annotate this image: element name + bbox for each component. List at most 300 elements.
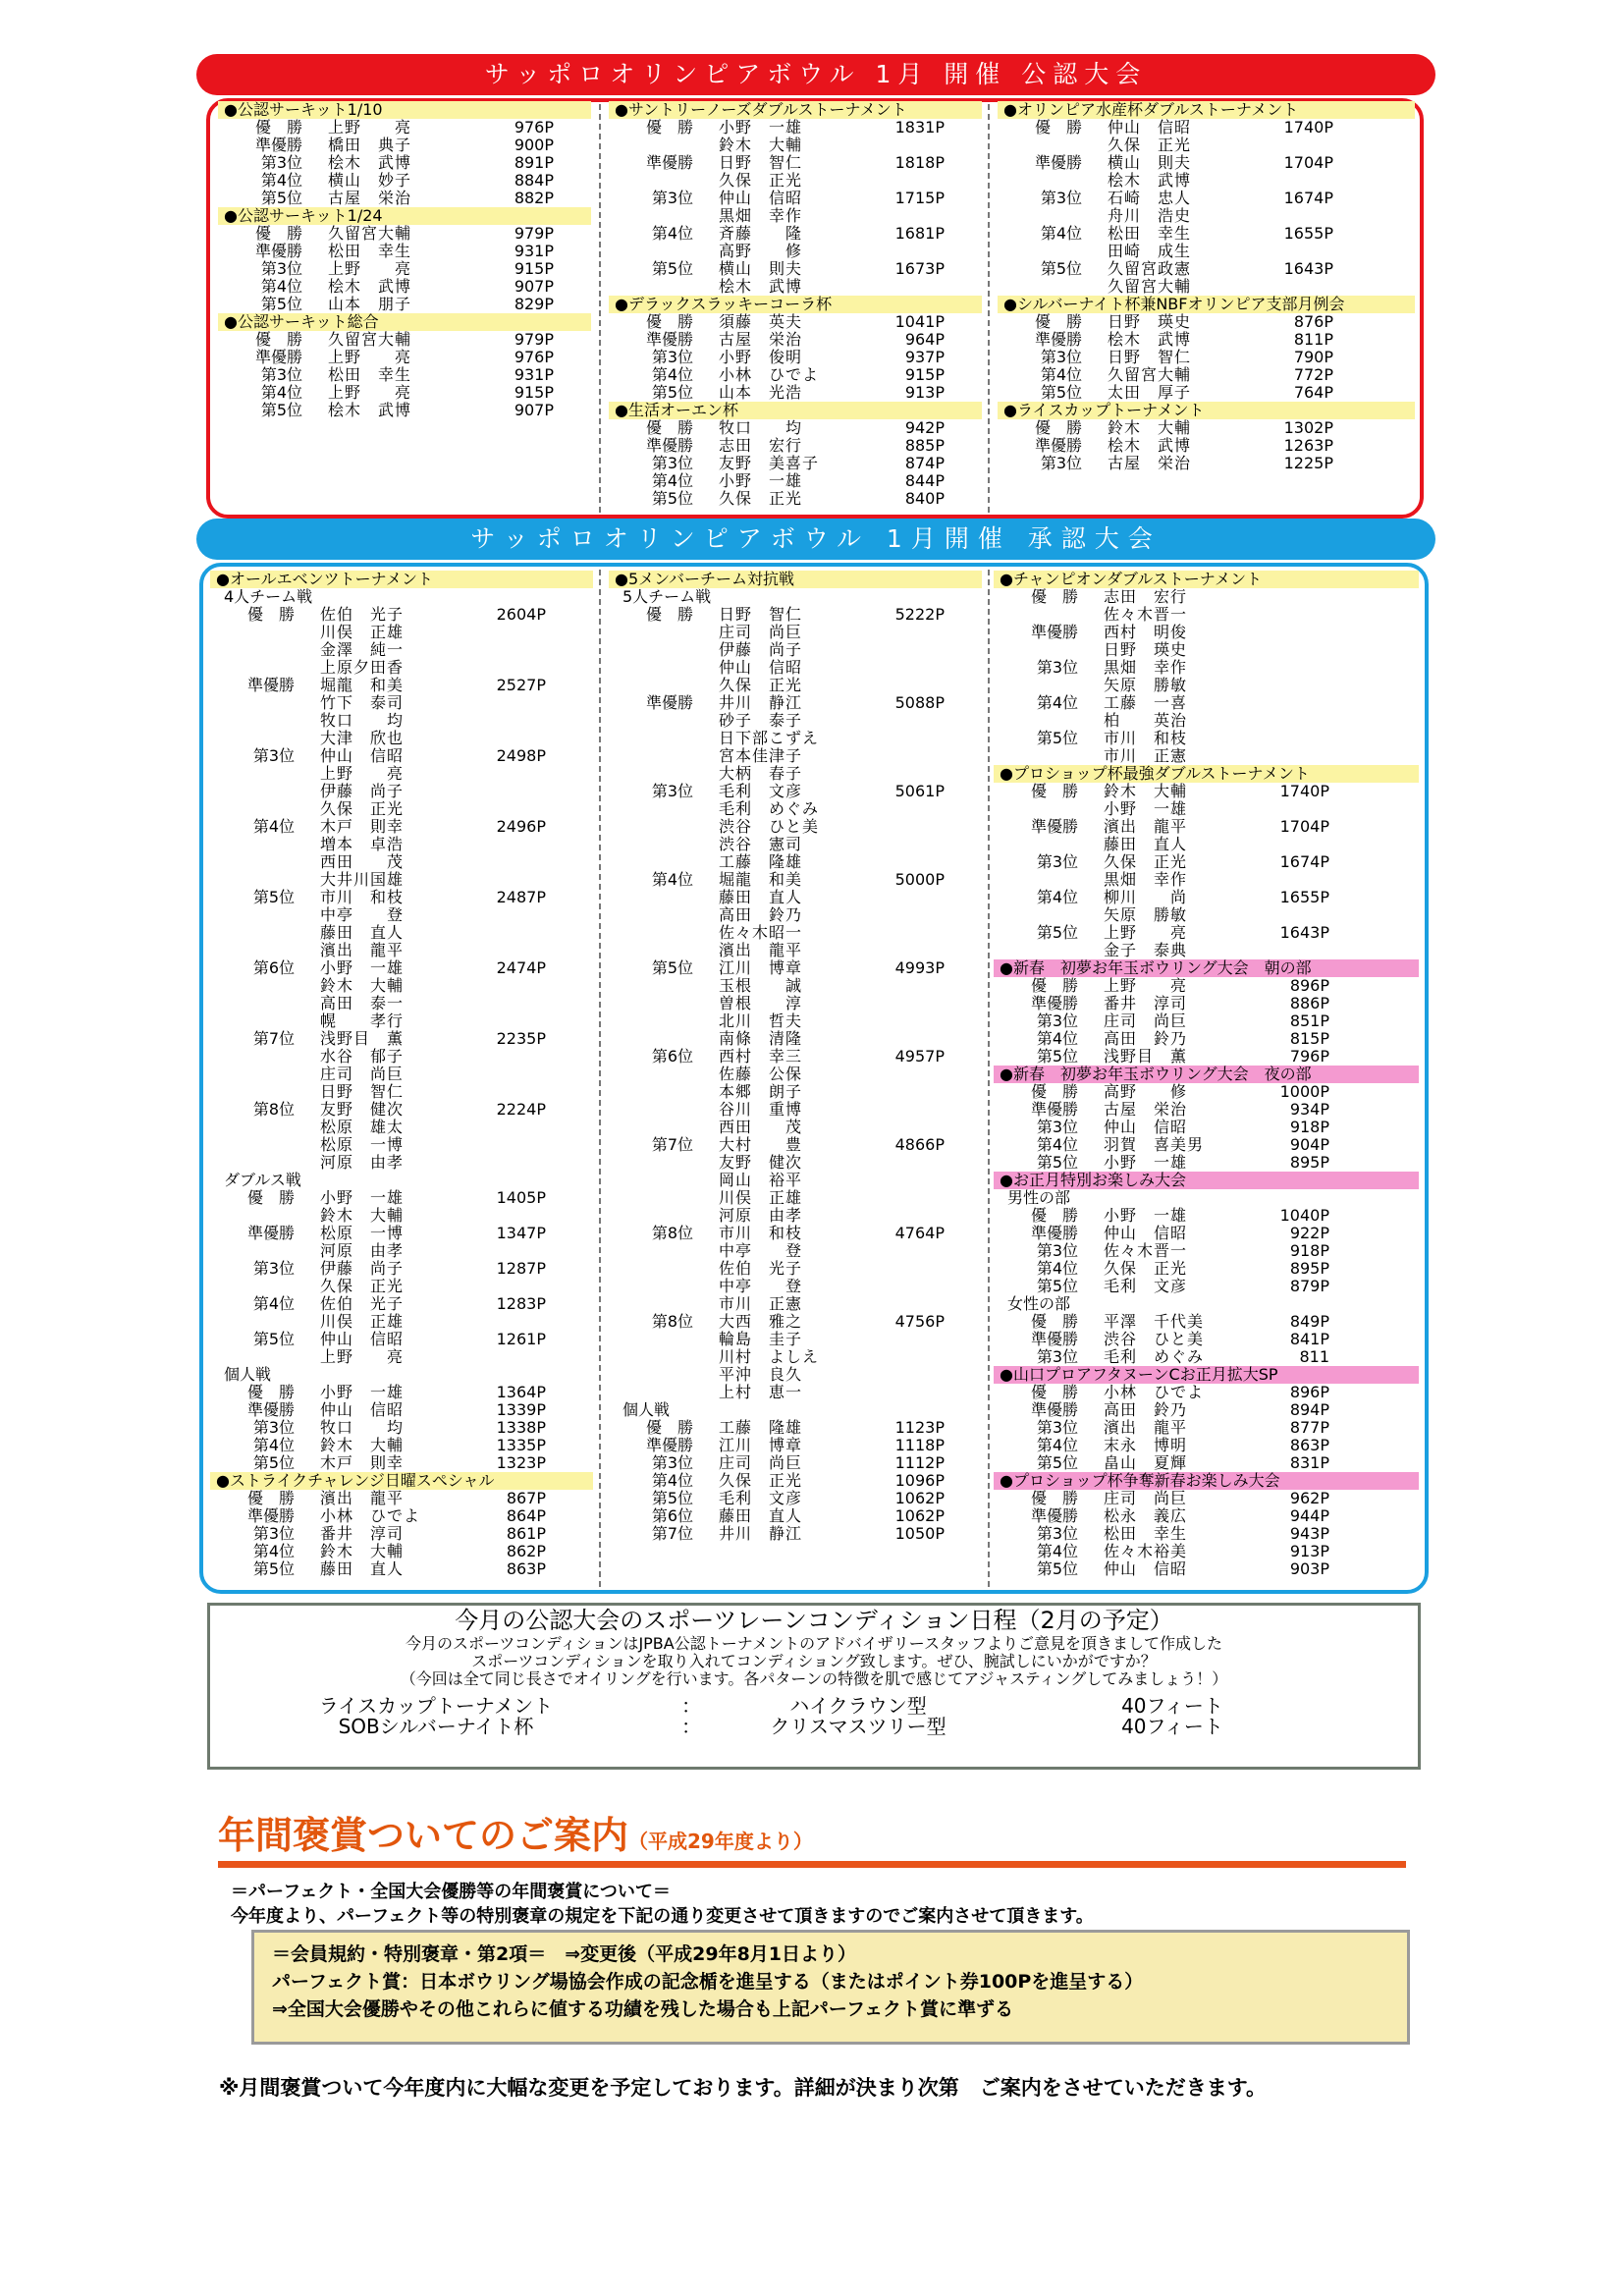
result-rank [210,783,320,800]
result-score [467,1278,546,1295]
result-score: 934P [1289,1100,1329,1119]
result-name: 市川 和枝 [320,888,405,906]
result-name: 久留宮大輔 [1108,365,1192,384]
result-name: 仲山 信昭 [1104,1118,1188,1136]
result-rank [609,712,719,730]
result-name: 仲山 信昭 [320,746,405,765]
result-rank: 準優勝 [246,1400,295,1419]
result-row [609,677,982,694]
result-rank [609,1260,719,1278]
result-name: 木戸 則幸 [320,1453,405,1472]
result-rank: 第8位 [651,1312,693,1331]
result-name: 桧木 武博 [719,277,803,296]
result-name: 日野 智仁 [320,1082,405,1101]
result-score: 931P [514,242,554,260]
result-rank: 準優勝 [1030,1506,1078,1525]
result-name: 毛利 文彦 [1104,1277,1188,1295]
result-name: 横山 則夫 [719,259,803,278]
result-score: 964P [904,330,945,349]
result-name: 久留宮大輔 [328,330,412,349]
result-score: 863P [506,1559,546,1578]
result-score: 4993P [894,958,945,977]
result-score [866,818,945,836]
result-name: 濱出 龍平 [1104,1418,1188,1437]
result-row [994,1260,1419,1278]
result-row [994,800,1419,818]
tournament-title: ●お正月特別お楽しみ大会 [994,1172,1419,1189]
result-score: 849P [1289,1312,1329,1331]
result-name: 桧木 武博 [1108,330,1192,349]
result-score: 904P [1289,1135,1329,1154]
result-rank [210,906,320,924]
result-score: 882P [514,189,554,207]
result-row [210,1313,593,1331]
result-name: 番井 淳司 [320,1524,405,1543]
result-row [609,260,982,278]
result-row [609,853,982,871]
result-score [866,1331,945,1348]
result-rank [210,1242,320,1260]
result-score [866,659,945,677]
result-score [866,1189,945,1207]
result-row [210,783,593,800]
result-score: 1831P [894,118,945,137]
result-name: 浅野目 薫 [1104,1047,1188,1066]
result-score: 976P [514,348,554,366]
result-row [609,384,982,402]
result-score [866,1066,945,1083]
result-row [998,349,1415,366]
result-name: 上野 亮 [320,1347,405,1366]
result-rank: 第4位 [1036,1436,1078,1454]
condition-event: SOBシルバーナイト杯 [338,1715,534,1738]
result-row [609,1101,982,1119]
result-score: 1347P [496,1224,546,1242]
result-name: 仲山 信昭 [1108,118,1192,137]
result-rank: 第5位 [260,295,302,313]
award-intro: 今年度より、パーフェクト等の特別褒章の規定を下記の通り変更させて頂きますのでご案内させて頂きます。 [231,1906,1094,1927]
result-name: 小野 一雄 [1104,1206,1188,1225]
result-name: 大村 豊 [719,1135,803,1154]
result-rank [609,1207,719,1225]
result-rank: 第4位 [252,1436,295,1454]
result-score: 841P [1289,1330,1329,1348]
result-name: 藤田 直人 [320,923,405,942]
result-score: 915P [514,383,554,402]
result-score: 896P [1289,1383,1329,1401]
result-score: 979P [514,224,554,243]
result-row [210,1384,593,1401]
result-score [467,765,546,783]
result-score: 840P [904,489,945,508]
result-row [210,624,593,641]
result-row [994,1490,1419,1507]
award-divider [218,1861,1406,1868]
result-rank: 第4位 [260,277,302,296]
approved-col-2 [609,571,982,1543]
result-row [998,260,1415,278]
result-score: 907P [514,401,554,419]
result-rank: 優 勝 [645,418,693,437]
result-rank: 第7位 [651,1524,693,1543]
result-score [1251,659,1329,677]
result-score [467,924,546,942]
tournament-title: ●プロショップ杯争奪新春お楽しみ大会 [994,1472,1419,1490]
result-row [218,119,591,137]
result-name: 古屋 栄治 [1104,1100,1188,1119]
result-score [866,1260,945,1278]
result-score: 1000P [1279,1082,1329,1101]
result-row [998,419,1415,437]
result-score: 1643P [1283,259,1333,278]
result-row [994,1384,1419,1401]
result-rank: 第5位 [1036,1047,1078,1066]
result-row [998,137,1415,154]
result-score [1251,800,1329,818]
result-score [866,1278,945,1295]
result-row [609,906,982,924]
result-score [866,836,945,853]
result-rank: 準優勝 [254,136,302,154]
result-row [210,942,593,959]
result-score [866,747,945,765]
result-row [994,1313,1419,1331]
result-name: 久保 正光 [719,171,803,190]
result-score: 944P [1289,1506,1329,1525]
result-row [994,1454,1419,1472]
result-name: 渋谷 ひと美 [1104,1330,1205,1348]
result-rank: 準優勝 [1034,153,1082,172]
result-row [609,765,982,783]
result-rank: 第3位 [252,1259,295,1278]
result-rank [210,730,320,747]
result-rank: 第3位 [260,153,302,172]
result-name: 浅野目 薫 [320,1029,405,1048]
result-rank [609,1012,719,1030]
result-row [994,1419,1419,1437]
result-name: 高田 鈴乃 [1104,1400,1188,1419]
result-name: 久保 正光 [1104,852,1188,871]
condition-event: ライスカップトーナメント [318,1694,554,1718]
result-row [218,172,591,190]
result-name: 古屋 栄治 [1108,454,1192,472]
result-rank [210,694,320,712]
result-score [467,1207,546,1225]
result-row [994,641,1419,659]
result-rank: 優 勝 [246,605,295,624]
result-row [609,1295,982,1313]
result-name: 久保 正光 [320,1277,405,1295]
result-score [467,942,546,959]
result-name: 日野 智仁 [719,153,803,172]
result-score: 1740P [1279,782,1329,800]
result-name: 斉藤 隆 [719,224,803,243]
column-divider [599,104,601,513]
result-name: 市川 正憲 [719,1294,803,1313]
result-name: 西田 茂 [719,1118,803,1136]
result-row [218,384,591,402]
result-row [609,1454,982,1472]
result-score [866,765,945,783]
result-name: 鈴木 大輔 [320,1542,405,1560]
result-rank: 優 勝 [1030,1489,1078,1507]
result-row [218,137,591,154]
result-rank: 第4位 [1036,1135,1078,1154]
result-name: 佐々木昭一 [719,923,803,942]
result-name: 上野 亮 [320,764,405,783]
result-row [218,225,591,243]
result-rank: 第6位 [651,1506,693,1525]
result-rank [994,677,1104,694]
result-rank [210,1119,320,1136]
result-row [994,889,1419,906]
result-score: 844P [904,471,945,490]
result-rank: 優 勝 [254,118,302,137]
result-score [1251,624,1329,641]
result-score [1251,942,1329,959]
result-name: 上野 亮 [328,118,412,137]
result-name: 桧木 武博 [1108,436,1192,455]
result-name: 毛利 文彦 [719,782,803,800]
result-row [994,1154,1419,1172]
result-rank: 準優勝 [1030,1400,1078,1419]
result-rank: 優 勝 [645,312,693,331]
result-name: 中亭 登 [719,1241,803,1260]
result-score: 876P [1293,312,1333,331]
result-row [210,889,593,906]
result-score: 829P [514,295,554,313]
result-row [210,1012,593,1030]
result-rank: 準優勝 [246,676,295,694]
result-name: 江川 博章 [719,958,803,977]
result-name: 竹下 泰司 [320,693,405,712]
result-row [210,694,593,712]
result-score: 918P [1289,1118,1329,1136]
result-rank: 第4位 [1040,365,1082,384]
result-row [218,331,591,349]
result-score [866,243,945,260]
result-row [210,765,593,783]
result-name: 庄司 尚巨 [719,1453,803,1472]
approved-col-3 [994,571,1419,1578]
result-row [998,154,1415,172]
result-rank [994,942,1104,959]
result-rank [609,1348,719,1366]
result-score: 811P [1293,330,1333,349]
result-rank [609,818,719,836]
result-row [609,1083,982,1101]
result-row [609,154,982,172]
official-col-1 [218,101,591,419]
result-score: 907P [514,277,554,296]
result-row [609,641,982,659]
result-score: 1062P [894,1506,945,1525]
result-score [467,871,546,889]
condition-pattern: クリスマスツリー型 [770,1715,947,1738]
result-score [866,1101,945,1119]
result-score: 894P [1289,1400,1329,1419]
condition-separator: ： [681,1715,701,1738]
result-rank [609,836,719,853]
tournament-title: ●山口プロアフタヌーンCお正月拡大SP [994,1366,1419,1384]
result-name: 山本 朋子 [328,295,412,313]
result-row [998,119,1415,137]
result-score: 1323P [496,1453,546,1472]
result-name: 高野 修 [719,242,803,260]
result-name: 曽根 淳 [719,994,803,1012]
result-row [994,836,1419,853]
result-rank: 第5位 [252,1559,295,1578]
result-name: 仲山 信昭 [1104,1559,1188,1578]
result-name: 仲山 信昭 [719,189,803,207]
result-rank: 第5位 [252,888,295,906]
result-name: 松原 一博 [320,1224,405,1242]
result-rank [998,243,1108,260]
result-score [866,977,945,995]
result-name: 佐々木晋一 [1104,605,1188,624]
result-score: 1643P [1279,923,1329,942]
result-rank [609,1242,719,1260]
result-rank [994,641,1104,659]
result-rank: 優 勝 [1034,418,1082,437]
result-row [609,1525,982,1543]
result-row [609,836,982,853]
result-rank: 優 勝 [254,330,302,349]
result-rank [210,924,320,942]
result-score: 1040P [1279,1206,1329,1225]
tournament-title: ●5メンバーチーム対抗戦 [609,571,982,588]
result-rank [210,1083,320,1101]
lane-condition-title: 今月の公認大会のスポーツレーンコンディション日程（2月の予定） [455,1607,1173,1634]
result-rank [210,1278,320,1295]
result-score [1251,730,1329,747]
result-score: 877P [1289,1418,1329,1437]
result-rank: 優 勝 [254,224,302,243]
result-rank [210,641,320,659]
result-score: 2224P [496,1100,546,1119]
result-rank [994,906,1104,924]
result-rank: 準優勝 [645,436,693,455]
result-name: 高野 修 [1104,1082,1188,1101]
result-name: 久保 正光 [1108,136,1192,154]
result-score [467,800,546,818]
result-row [994,1560,1419,1578]
result-score: 5061P [894,782,945,800]
result-row [210,1543,593,1560]
result-score [1255,278,1333,296]
result-score: 1364P [496,1383,546,1401]
result-row [210,1295,593,1313]
result-rank: 第4位 [651,365,693,384]
result-score [1251,747,1329,765]
result-rank: 優 勝 [246,1383,295,1401]
result-name: 牧口 均 [320,711,405,730]
result-row [210,959,593,977]
result-rank: 第8位 [252,1100,295,1119]
result-row [609,1490,982,1507]
result-rank: 第5位 [252,1330,295,1348]
result-rank: 第3位 [1040,348,1082,366]
tournament-title: ●新春 初夢お年玉ボウリング大会 夜の部 [994,1066,1419,1083]
result-row [609,278,982,296]
result-row [210,1437,593,1454]
result-rank: 第5位 [1036,923,1078,942]
result-score: 1681P [894,224,945,243]
result-score [1251,677,1329,694]
result-rank [609,1331,719,1348]
result-name: 川村 よしえ [719,1347,820,1366]
result-row [210,871,593,889]
result-score [1251,588,1329,606]
result-row [609,349,982,366]
result-row [609,871,982,889]
result-score: 5222P [894,605,945,624]
result-rank: 準優勝 [1030,623,1078,641]
result-row [210,1242,593,1260]
result-name: 上野 亮 [1104,923,1188,942]
result-score [866,889,945,906]
tournament-title: ●公認サーキット総合 [218,313,591,331]
result-name: 久保 正光 [719,676,803,694]
result-rank [210,995,320,1012]
award-rule-box [251,1930,1410,2045]
result-rank: 優 勝 [1030,782,1078,800]
result-row [609,1154,982,1172]
result-name: 舟川 浩史 [1108,206,1192,225]
result-rank: 第4位 [1036,1029,1078,1048]
result-rank [210,1154,320,1172]
result-row [609,1030,982,1048]
result-score [467,1242,546,1260]
result-row [609,1278,982,1295]
result-rank: 準優勝 [254,242,302,260]
award-heading: ＝パーフェクト・全国大会優勝等の年間褒賞について＝ [231,1882,671,1902]
result-row [210,800,593,818]
result-score: 1335P [496,1436,546,1454]
lane-condition-row [210,1696,1418,1717]
result-row [210,1260,593,1278]
result-rank: 第4位 [252,817,295,836]
result-row [218,278,591,296]
result-row [609,419,982,437]
result-score [1251,641,1329,659]
result-score: 1704P [1283,153,1333,172]
result-rank [609,1366,719,1384]
result-name: 友野 美喜子 [719,454,820,472]
result-row [609,225,982,243]
result-row [210,1454,593,1472]
result-score: 861P [506,1524,546,1543]
result-name: 佐伯 光子 [320,605,405,624]
result-rank: 第3位 [1040,189,1082,207]
result-score [467,1154,546,1172]
result-row [609,437,982,455]
result-rank [609,1278,719,1295]
result-name: 小野 一雄 [320,1188,405,1207]
result-score [866,1083,945,1101]
result-row [210,1490,593,1507]
division-label: 4人チーム戦 [224,587,313,606]
result-rank: 第7位 [651,1135,693,1154]
result-row [609,624,982,641]
result-rank: 第4位 [651,870,693,889]
result-score [467,659,546,677]
result-row [609,995,982,1012]
result-row [609,924,982,942]
result-row [998,225,1415,243]
result-row [210,1119,593,1136]
result-rank: 第3位 [1036,1241,1078,1260]
